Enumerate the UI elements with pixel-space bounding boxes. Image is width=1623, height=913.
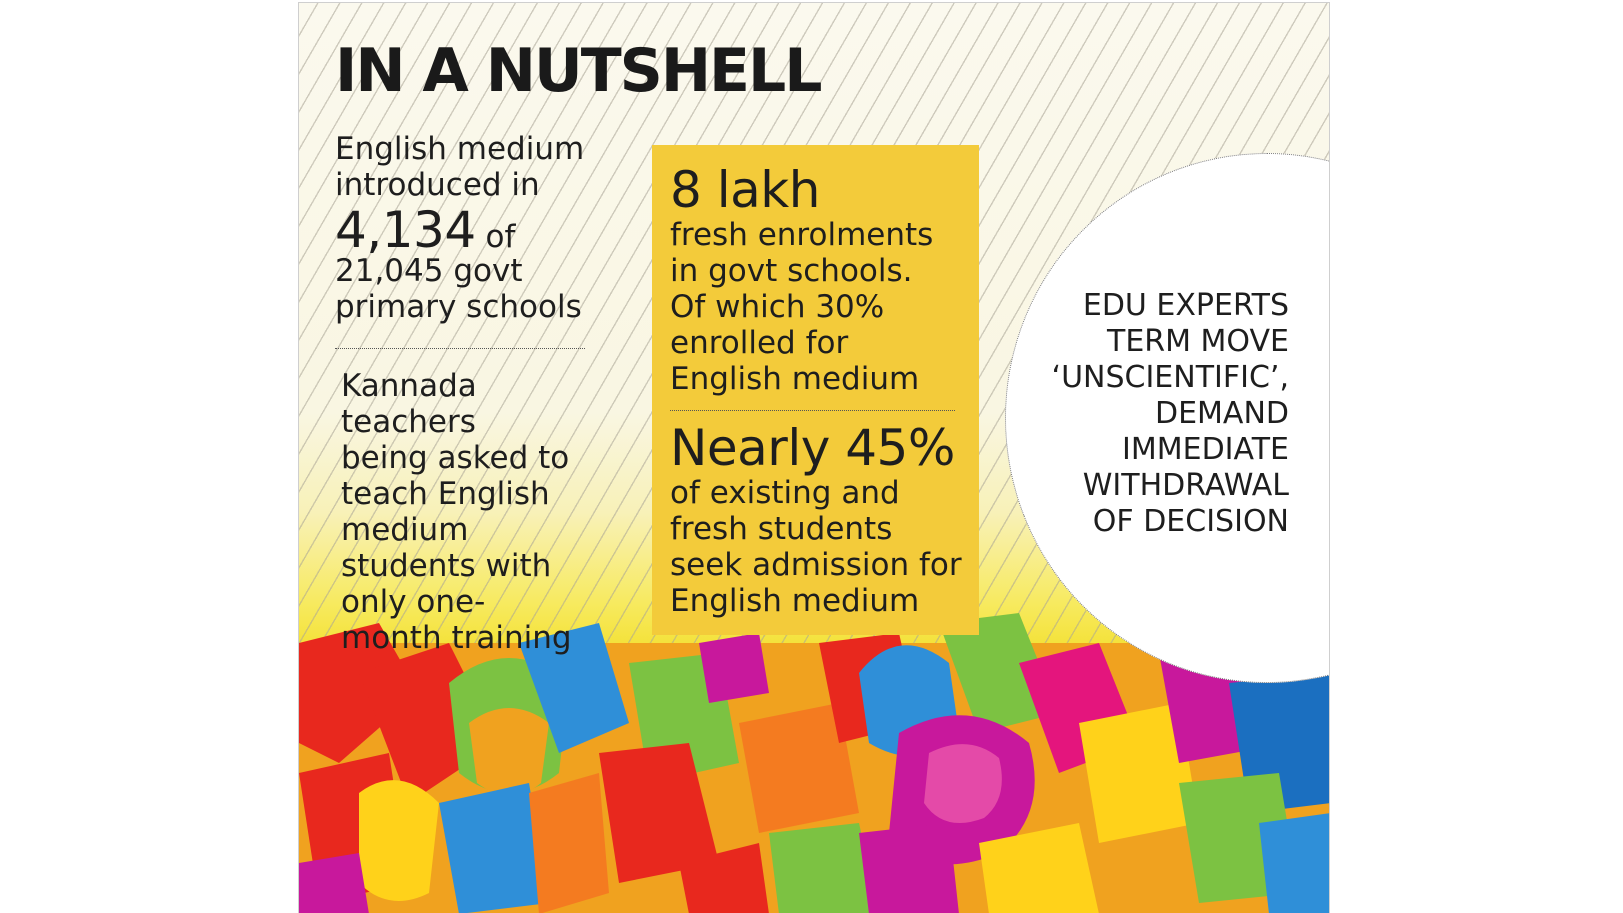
stat-text-line: medium — [341, 512, 469, 548]
stat-text-line: English medium — [670, 361, 920, 397]
infographic-panel — [298, 2, 1330, 913]
stat-text-line: Kannada — [341, 368, 477, 404]
schools-count-number: 4,134 — [335, 201, 476, 259]
dotted-divider — [335, 348, 585, 349]
dotted-divider — [670, 410, 955, 411]
stat-text-line: Of which 30% — [670, 289, 885, 325]
quote-line: IMMEDIATE — [1122, 432, 1289, 467]
admission-headline: Nearly 45% — [670, 419, 955, 477]
teachers-stat — [341, 368, 601, 656]
stat-text-line: only one- — [341, 584, 486, 620]
stat-text-line: 21,045 govt — [335, 253, 523, 289]
enrolment-stat — [670, 163, 970, 397]
stat-text-line: being asked to — [341, 440, 570, 476]
stat-text-line: in govt schools. — [670, 253, 913, 289]
stat-text-line: of existing and — [670, 475, 900, 511]
stat-text-line: teach English — [341, 476, 550, 512]
stat-text-line: teachers — [341, 404, 476, 440]
stat-text-line: English medium — [670, 583, 920, 619]
quote-line: TERM MOVE — [1107, 324, 1289, 359]
english-medium-stat — [335, 131, 595, 325]
stat-text-of: of — [485, 219, 516, 255]
stat-text-line: fresh enrolments — [670, 217, 934, 253]
quote-line: EDU EXPERTS — [1082, 288, 1289, 323]
stat-text-line: seek admission for — [670, 547, 962, 583]
experts-quote — [989, 288, 1289, 540]
quote-line: OF DECISION — [1092, 504, 1289, 539]
admission-stat — [670, 421, 975, 619]
stat-text-line: English medium — [335, 131, 585, 167]
stat-text-line: fresh students — [670, 511, 893, 547]
stat-text-line: primary schools — [335, 289, 582, 325]
stat-text-line: enrolled for — [670, 325, 849, 361]
quote-line: WITHDRAWAL — [1082, 468, 1289, 503]
quote-line: ‘UNSCIENTIFIC’, — [1051, 360, 1289, 395]
stat-text-line: introduced in — [335, 167, 540, 203]
enrolment-headline: 8 lakh — [670, 161, 820, 219]
stat-text-line: students with — [341, 548, 552, 584]
page-title: IN A NUTSHELL — [335, 36, 821, 106]
quote-line: DEMAND — [1154, 396, 1289, 431]
stat-text-line: month training — [341, 620, 572, 656]
